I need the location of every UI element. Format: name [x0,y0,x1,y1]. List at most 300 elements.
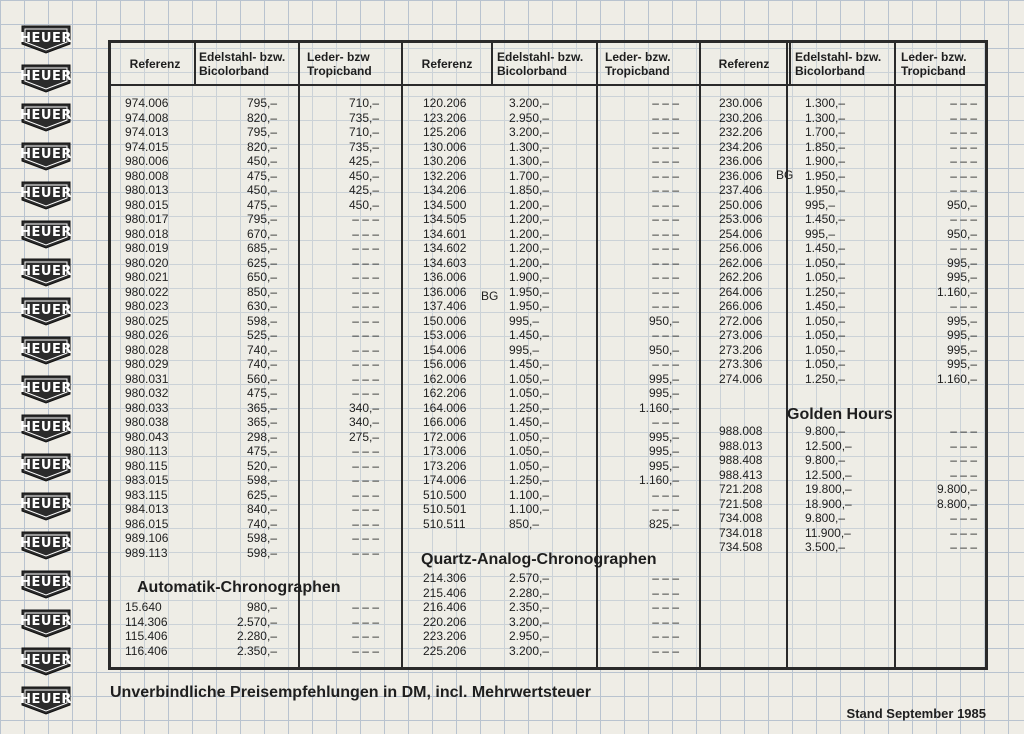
col3-leather-list [903,96,977,386]
heuer-logo-text: HEUER [20,147,72,163]
table-cell: 215.406 [423,585,467,600]
section-title-automatik: Automatik-Chronographen [137,579,341,596]
table-cell: 980.008 [125,168,169,183]
table-cell: 130.006 [423,139,467,154]
table-cell: 2.570,– [236,614,277,629]
table-cell: 134.500 [423,197,467,212]
table-cell: 625,– [246,255,277,270]
table-cell: – – – [652,255,679,270]
table-cell: 425,– [348,183,379,197]
heuer-logo-text: HEUER [20,458,72,474]
table-cell: 1.300,– [805,96,846,110]
table-cell: 172.006 [423,429,467,444]
heuer-logo-text: HEUER [20,575,72,591]
table-cell: 984.013 [125,502,169,516]
table-cell: – – – [652,212,679,226]
heuer-logo-icon [20,180,72,210]
table-cell: 510.511 [423,516,466,531]
table-cell: 850,– [509,516,540,531]
bg-tag: BG [481,289,499,303]
header-divider [789,43,791,84]
col1-section-steel-list [199,600,277,658]
table-cell: – – – [352,516,379,531]
table-cell: 995,– [509,342,540,357]
table-cell: 2.950,– [509,110,550,125]
table-cell: – – – [652,502,679,516]
table-cell: – – – [352,328,379,342]
table-cell: 266.006 [719,299,763,313]
table-cell: – – – [352,226,379,241]
table-cell: 598,– [246,531,277,545]
table-cell: – – – [352,458,379,473]
table-cell: – – – [950,453,977,467]
table-cell: 1.250,– [805,371,846,386]
heuer-logo-icon [20,530,72,560]
table-cell: 298,– [246,429,277,444]
table-cell: – – – [352,371,379,386]
table-cell: 980.038 [125,415,169,429]
table-cell: 980.025 [125,313,169,328]
heuer-logo-icon [20,374,72,404]
table-cell: 1.700,– [509,168,550,183]
table-cell: 995,– [509,313,540,328]
table-cell: 1.450,– [509,357,550,371]
table-cell: 740,– [246,342,277,357]
heuer-logo-text: HEUER [20,186,72,202]
heuer-logo-text: HEUER [20,536,72,552]
table-cell: 974.015 [125,139,169,154]
table-cell: 980.115 [125,458,168,473]
table-cell: 980.017 [125,212,169,226]
header-leather: Leder- bzw. Tropicband [901,49,967,78]
table-cell: 114.306 [125,614,168,629]
col1-section-ref-list [125,600,193,658]
table-cell: 630,– [246,299,277,313]
heuer-logo-icon [20,219,72,249]
table-cell: – – – [352,600,379,614]
table-cell: 1.300,– [805,110,846,125]
table-cell: 1.450,– [805,212,846,226]
section-title-quartz: Quartz-Analog-Chronographen [421,551,657,568]
table-cell: 136.006 [423,270,467,284]
table-cell: 710,– [348,96,379,110]
table-cell: 1.950,– [805,168,846,183]
table-cell: 980.028 [125,342,169,357]
table-cell: 974.008 [125,110,169,125]
table-cell: 134.206 [423,183,467,197]
heuer-logo-text: HEUER [20,652,72,668]
heuer-logo-icon [20,24,72,54]
table-cell: 1.160,– [638,400,679,415]
table-cell: – – – [652,357,679,371]
table-cell: – – – [652,284,679,299]
table-cell: 1.250,– [805,284,846,299]
header-divider [491,43,493,84]
table-cell: 710,– [348,125,379,139]
col1-leather-list [307,96,379,560]
table-cell: 425,– [348,154,379,168]
table-cell: 685,– [246,241,277,255]
table-cell: 995,– [648,458,679,473]
table-cell: 216.406 [423,600,467,614]
table-cell: – – – [652,125,679,139]
table-cell: 980.015 [125,197,169,212]
table-cell: 262.206 [719,270,763,284]
heuer-logo-icon [20,63,72,93]
table-cell: 995,– [648,371,679,386]
table-cell: 134.602 [423,241,467,255]
table-cell: 340,– [348,415,379,429]
table-cell: – – – [652,585,679,600]
table-cell: 820,– [246,110,277,125]
table-cell: 275,– [348,429,379,444]
table-cell: – – – [352,270,379,284]
table-cell: 1.950,– [805,183,846,197]
table-cell: – – – [652,629,679,643]
table-cell: 273.006 [719,328,763,342]
table-cell: 153.006 [423,328,467,342]
table-cell: 254.006 [719,226,763,241]
col3-section-ref-list [719,424,787,555]
table-cell: 19.800,– [805,482,852,496]
table-cell: 980.013 [125,183,169,197]
table-cell: – – – [950,424,977,438]
heuer-logo-text: HEUER [20,30,72,46]
table-cell: – – – [352,299,379,313]
table-cell: 250.006 [719,197,763,212]
table-cell: 980,– [246,600,277,614]
table-cell: 272.006 [719,313,763,328]
table-cell: 983.115 [125,487,168,502]
table-cell: 625,– [246,487,277,502]
heuer-logo-text: HEUER [20,341,72,357]
table-cell: – – – [352,212,379,226]
table-cell: 1.300,– [509,139,550,154]
footer-date: Stand September 1985 [846,706,986,721]
table-cell: 365,– [246,415,277,429]
table-cell: 3.200,– [509,614,550,629]
table-cell: 12.500,– [805,467,852,482]
table-cell: 995,– [946,313,977,328]
header-leather: Leder- bzw. Tropicband [605,49,671,78]
table-cell: 234.206 [719,139,763,154]
table-cell: 1.050,– [805,270,846,284]
table-cell: 134.601 [423,226,467,241]
table-cell: – – – [652,487,679,502]
table-cell: 1.050,– [509,444,550,458]
table-cell: 116.406 [125,643,168,658]
col2-leather-list [605,96,679,531]
col2-section-steel-list [509,571,589,658]
heuer-logo-icon [20,141,72,171]
table-cell: 273.206 [719,342,763,357]
table-cell: 1.250,– [509,400,550,415]
table-cell: 1.250,– [509,473,550,487]
heuer-logo-icon [20,296,72,326]
table-cell: 995,– [648,386,679,400]
table-cell: 162.206 [423,386,467,400]
table-cell: 1.450,– [509,328,550,342]
table-cell: – – – [950,96,977,110]
table-cell: – – – [352,531,379,545]
table-cell: 988.408 [719,453,763,467]
table-cell: 1.900,– [805,154,846,168]
table-cell: 1.450,– [805,241,846,255]
table-cell: 11.900,– [805,525,851,540]
table-cell: 735,– [348,110,379,125]
table-cell: 232.206 [719,125,763,139]
table-cell: 164.006 [423,400,467,415]
heuer-logo-text: HEUER [20,380,72,396]
table-cell: – – – [950,299,977,313]
table-cell: – – – [352,614,379,629]
table-cell: – – – [950,110,977,125]
table-cell: 262.006 [719,255,763,270]
table-cell: 2.350,– [509,600,550,614]
table-cell: 1.850,– [805,139,846,154]
table-cell: 1.300,– [509,154,550,168]
table-cell: 988.013 [719,438,763,453]
table-cell: 721.208 [719,482,763,496]
table-cell: 154.006 [423,342,467,357]
table-cell: 995,– [946,270,977,284]
table-cell: – – – [652,110,679,125]
col2-section-leather-list [605,571,679,658]
table-cell: 989.113 [125,545,168,560]
table-cell: 980.019 [125,241,169,255]
table-cell: 12.500,– [805,438,852,453]
heuer-logo-icon [20,569,72,599]
table-cell: 525,– [246,328,277,342]
group-divider [894,43,896,667]
table-cell: 1.950,– [509,299,550,313]
table-cell: 236.006 [719,168,763,183]
table-cell: – – – [352,444,379,458]
table-cell: 1.200,– [509,226,550,241]
table-cell: 8.800,– [936,496,977,511]
table-cell: 995,– [946,342,977,357]
table-cell: 340,– [348,400,379,415]
table-cell: 995,– [805,226,836,241]
table-cell: – – – [950,438,977,453]
table-cell: – – – [950,511,977,525]
table-cell: 2.280,– [509,585,550,600]
table-cell: 980.031 [125,371,169,386]
table-cell: 1.200,– [509,212,550,226]
heuer-logo-icon [20,102,72,132]
table-cell: 450,– [246,183,277,197]
header-leather: Leder- bzw Tropicband [307,49,372,78]
table-cell: – – – [652,270,679,284]
table-cell: 134.603 [423,255,467,270]
table-cell: 173.006 [423,444,467,458]
table-cell: 1.050,– [805,342,846,357]
table-cell: 995,– [648,429,679,444]
table-cell: 598,– [246,313,277,328]
table-cell: 134.505 [423,212,467,226]
table-cell: 273.306 [719,357,763,371]
table-cell: 475,– [246,197,277,212]
table-cell: 1.050,– [805,328,846,342]
group-divider [401,43,403,667]
table-cell: 825,– [648,516,679,531]
table-cell: 980.023 [125,299,169,313]
table-cell: 1.950,– [509,284,550,299]
table-cell: 214.306 [423,571,467,585]
table-cell: 598,– [246,473,277,487]
table-cell: – – – [950,540,977,554]
table-cell: – – – [352,241,379,255]
heuer-logo-text: HEUER [20,225,72,240]
heuer-logo-icon [20,413,72,443]
table-cell: 1.160,– [936,284,977,299]
table-cell: 1.450,– [805,299,846,313]
table-cell: 950,– [648,313,679,328]
table-cell: 980.021 [125,270,169,284]
table-cell: – – – [950,154,977,168]
table-cell: 3.500,– [805,540,846,554]
table-cell: 721.508 [719,496,763,511]
table-cell: 995,– [946,328,977,342]
table-cell: 132.206 [423,168,467,183]
table-cell: 740,– [246,357,277,371]
table-cell: 450,– [348,197,379,212]
table-cell: 137.406 [423,299,467,313]
col1-ref-list [125,96,193,560]
table-cell: – – – [950,168,977,183]
table-cell: – – – [950,183,977,197]
col3-ref-list [719,96,787,386]
table-cell: – – – [652,600,679,614]
heuer-logo-text: HEUER [20,108,72,124]
table-cell: 365,– [246,400,277,415]
table-cell: 995,– [805,197,836,212]
table-cell: 475,– [246,386,277,400]
table-cell: – – – [352,487,379,502]
heuer-logo-icon [20,452,72,482]
table-cell: 980.022 [125,284,169,299]
table-cell: 220.206 [423,614,467,629]
heuer-logo-text: HEUER [20,614,72,629]
table-cell: 740,– [246,516,277,531]
table-cell: 980.006 [125,154,169,168]
table-cell: 18.900,– [805,496,852,511]
column-divider [298,43,300,667]
table-cell: 9.800,– [805,424,846,438]
table-cell: 223.206 [423,629,467,643]
table-cell: 2.350,– [236,643,277,658]
table-cell: 1.050,– [509,458,550,473]
col3-section-leather-list [903,424,977,555]
table-cell: 1.100,– [509,502,550,516]
table-cell: – – – [352,342,379,357]
heuer-logo-text: HEUER [20,497,72,513]
price-table [108,40,988,670]
table-cell: 974.006 [125,96,169,110]
table-cell: 450,– [246,154,277,168]
table-cell: 510.501 [423,502,467,516]
table-cell: 1.050,– [509,429,550,444]
table-cell: 1.160,– [936,371,977,386]
table-cell: 520,– [246,458,277,473]
table-cell: 230.206 [719,110,763,125]
col1-section-leather-list [307,600,379,658]
table-cell: 734.508 [719,540,763,554]
table-cell: – – – [652,226,679,241]
table-cell: 9.800,– [805,511,846,525]
table-cell: 980.026 [125,328,169,342]
table-cell: 115.406 [125,629,168,643]
table-cell: – – – [652,571,679,585]
heuer-logo-text: HEUER [20,691,72,707]
table-cell: – – – [352,643,379,658]
table-cell: 9.800,– [805,453,846,467]
column-divider [596,43,598,667]
heuer-logo-icon [20,491,72,521]
table-cell: 995,– [648,444,679,458]
table-cell: 1.160,– [638,473,679,487]
heuer-logo-icon [20,335,72,365]
table-cell: – – – [652,96,679,110]
table-cell: 980.033 [125,400,169,415]
table-cell: 734.008 [719,511,763,525]
heuer-logo-icon [20,257,72,287]
table-cell: 840,– [246,502,277,516]
table-cell: – – – [950,212,977,226]
table-cell: 1.700,– [805,125,846,139]
section-title-golden-hours: Golden Hours [787,406,893,423]
table-cell: 274.006 [719,371,763,386]
table-cell: 980.113 [125,444,168,458]
table-cell: 510.500 [423,487,467,502]
table-cell: 995,– [946,255,977,270]
table-cell: – – – [652,241,679,255]
table-cell: 1.050,– [805,255,846,270]
header-divider [194,43,196,84]
table-cell: – – – [652,328,679,342]
table-cell: 1.050,– [509,371,550,386]
table-cell: 174.006 [423,473,467,487]
table-cell: – – – [652,168,679,183]
table-cell: 950,– [648,342,679,357]
table-cell: 795,– [246,212,277,226]
header-ref: Referenz [421,56,473,71]
table-cell: 256.006 [719,241,763,255]
table-cell: 475,– [246,168,277,183]
table-cell: 162.006 [423,371,467,386]
table-cell: 560,– [246,371,277,386]
col2-section-ref-list [423,571,491,658]
table-cell: 795,– [246,125,277,139]
table-cell: 173.206 [423,458,467,473]
table-cell: 950,– [946,197,977,212]
header-ref: Referenz [718,56,770,71]
table-cell: – – – [352,545,379,560]
table-cell: 136.006 [423,284,467,299]
table-cell: 980.029 [125,357,169,371]
table-cell: 236.006 [719,154,763,168]
table-cell: – – – [950,241,977,255]
heuer-logo-icon [20,685,72,715]
table-cell: 1.050,– [805,313,846,328]
table-cell: 735,– [348,139,379,154]
table-cell: 230.006 [719,96,763,110]
table-cell: 1.200,– [509,241,550,255]
table-cell: 225.206 [423,643,467,658]
table-cell: – – – [352,473,379,487]
col2-ref-list [423,96,491,531]
table-cell: 264.006 [719,284,763,299]
